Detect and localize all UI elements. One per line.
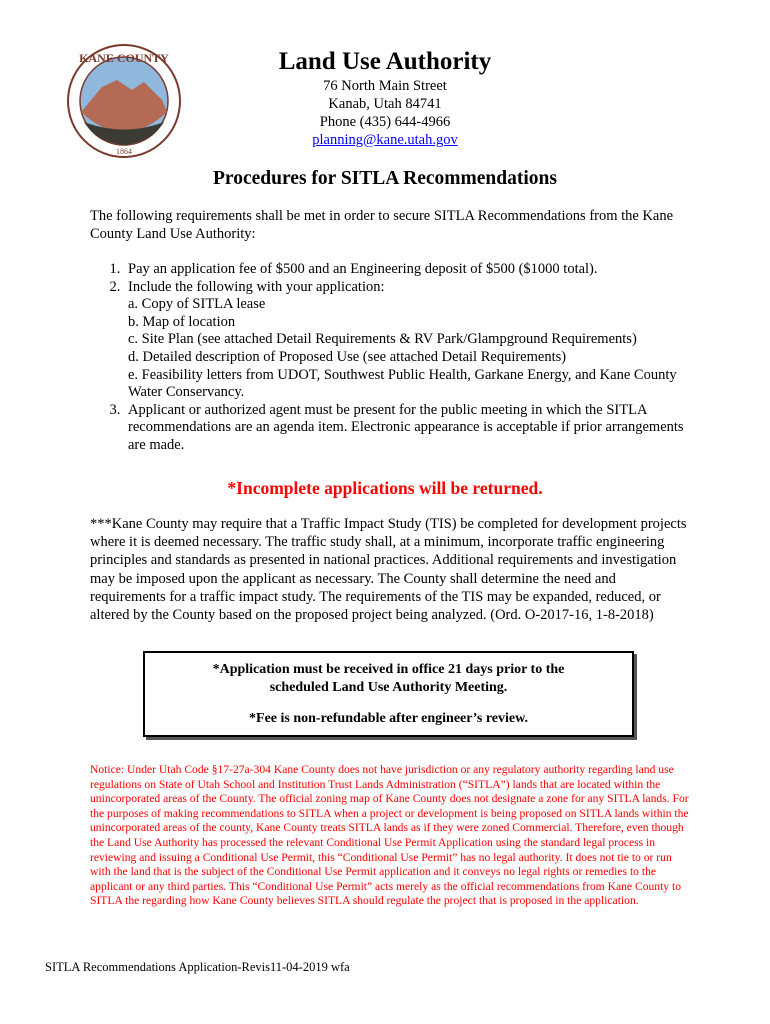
list-item (124, 402, 690, 455)
sub-item: e. Feasibility letters from UDOT, Southwest Public Health, Garkane Energy, and Kane County Water Conservancy. (128, 366, 677, 401)
address-line: 76 North Main Street (323, 78, 447, 94)
footer-text: SITLA Recommendations Application-Revis11-04-2019 wfa (45, 960, 350, 974)
section-heading: Procedures for SITLA Recommendations (213, 168, 557, 189)
list-item-text: Applicant or authorized agent must be present for the public meeting in which the SITLA recommendations are an agenda item. Electronic appearance is acceptable if prior arrangements are made. (128, 401, 684, 453)
list-item-text: Include the following with your application: (128, 278, 385, 295)
list-item-text: Pay an application fee of $500 and an Engineering deposit of $500 ($1000 total). (128, 261, 598, 277)
sub-item: c. Site Plan (see attached Detail Requirements & RV Park/Glampground Requirements) (128, 331, 637, 348)
fee-note: *Fee is non-refundable after engineer’s review. (249, 711, 528, 726)
svg-text:1864: 1864 (116, 147, 132, 156)
deadline-note: *Application must be received in office 21 days prior to the scheduled Land Use Authority Meeting. (212, 662, 565, 695)
notice-box (143, 651, 634, 737)
incomplete-warning: *Incomplete applications will be returned. (227, 478, 543, 498)
svg-text:KANE COUNTY: KANE COUNTY (79, 51, 169, 65)
sub-item: d. Detailed description of Proposed Use (see attached Detail Requirements) (128, 348, 567, 365)
tis-paragraph: ***Kane County may require that a Traffic Impact Study (TIS) be completed for development projects where it is deemed necessary. The traffic study shall, at a minimum, incorporate traffic engineering principles and standards as presented in national practices. Additional requirements and investigation may be imposed upon the applicant as necessary. The County shall determine the need and requirements for a traffic impact study. The requirements of the TIS may be expanded, reduced, or altered by the County based on the proposed project being analyzed. (Ord. O-2017-16, 1-8-2018) (90, 516, 687, 624)
sub-item: a. Copy of SITLA lease (128, 296, 266, 313)
sub-item: b. Map of location (128, 313, 236, 330)
page-title: Land Use Authority (278, 48, 492, 75)
legal-notice: Notice: Under Utah Code §17-27a-304 Kane County does not have jurisdiction or any regulatory authority regarding land use regulations on State of Utah School and Institution Trust Lands Administration (“SITLA”) lands that are located within the unincorporated areas of the County. The official zoning map of Kane County does not designate a zone for any SITLA lands. For the purposes of making recommendations to SITLA when a project or development is being proposed on SITLA lands within the unincorporated areas of the county, Kane County treats SITLA lands as if they were zoned Commercial. Therefore, even though the Land Use Authority has processed the relevant Conditional Use Permit Application using the standard legal process in reviewing and issuing a Conditional Use Permit, this “Conditional Use Permit” has no legal authority. It does not tie to or run with the land that is the subject of the Conditional Use Permit application and it conveys no legal rights or remedies to the applicant or any third parties. This “Conditional Use Permit” acts merely as the official recommendations from Kane County to SITLA the regarding how Kane County believes SITLA should regulate the project that is proposed in the application. (90, 763, 689, 908)
list-item (124, 279, 690, 402)
intro-paragraph: The following requirements shall be met in order to secure SITLA Recommendations from the Kane County Land Use Authority: (90, 208, 674, 242)
email-link[interactable]: planning@kane.utah.gov (312, 132, 458, 148)
list-item (124, 261, 690, 279)
address-line: Kanab, Utah 84741 (328, 96, 442, 112)
requirements-list (90, 261, 690, 455)
phone-line: Phone (435) 644-4966 (319, 114, 451, 130)
